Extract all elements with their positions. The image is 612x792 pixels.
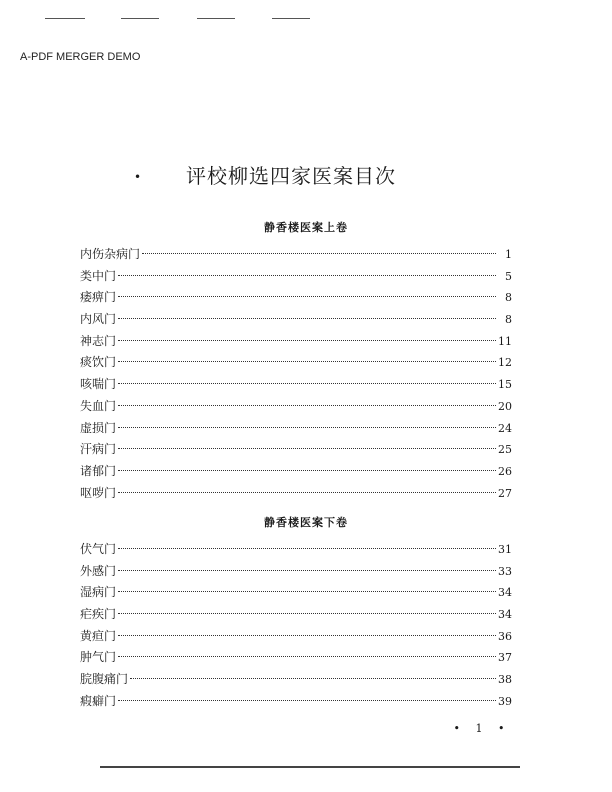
toc-entry — [80, 396, 512, 418]
toc-entry-page: 12 — [498, 356, 512, 370]
watermark: A-PDF MERGER DEMO — [20, 51, 141, 63]
toc-leader-dots — [118, 492, 496, 493]
toc-entry-page: 5 — [505, 269, 512, 283]
section-heading-lower: 静香楼医案下卷 — [264, 516, 348, 529]
toc-entry-label: 瘕癖门 — [80, 693, 117, 708]
toc-entry-page: 33 — [498, 564, 512, 578]
toc-leader-dots — [118, 700, 496, 701]
toc-entry — [80, 266, 512, 288]
toc-entry-page: 8 — [505, 313, 512, 327]
bottom-rule — [100, 766, 520, 768]
toc-entry-label: 神志门 — [80, 333, 117, 348]
toc-leader-dots — [118, 448, 496, 449]
section-heading-upper: 静香楼医案上卷 — [264, 221, 348, 234]
toc-entry — [80, 439, 512, 461]
toc-leader-dots — [118, 340, 496, 341]
top-rule-3 — [197, 18, 235, 19]
toc-upper-volume — [80, 244, 512, 504]
top-rule-2 — [121, 18, 159, 19]
toc-entry — [80, 418, 512, 440]
toc-leader-dots — [118, 656, 496, 657]
toc-entry-page: 11 — [498, 334, 512, 348]
toc-entry-label: 黄疸门 — [80, 628, 117, 643]
toc-entry-page: 1 — [505, 248, 512, 261]
toc-entry — [80, 647, 512, 669]
toc-entry — [80, 483, 512, 505]
toc-entry-page: 15 — [498, 378, 512, 392]
toc-entry — [80, 604, 512, 626]
toc-leader-dots — [118, 570, 496, 571]
toc-entry-page: 38 — [498, 673, 512, 687]
toc-entry — [80, 287, 512, 309]
toc-entry-label: 内伤杂病门 — [80, 247, 141, 261]
toc-entry-page: 39 — [498, 694, 512, 708]
toc-entry-label: 肿气门 — [80, 650, 117, 665]
toc-entry — [80, 331, 512, 353]
toc-entry — [80, 539, 512, 561]
toc-entry-page: 27 — [498, 486, 512, 500]
toc-entry — [80, 374, 512, 396]
toc-entry-label: 湿病门 — [80, 585, 117, 600]
toc-leader-dots — [118, 548, 496, 549]
toc-leader-dots — [118, 635, 496, 636]
toc-leader-dots — [118, 318, 496, 319]
toc-entry-label: 咳喘门 — [80, 377, 117, 392]
toc-entry-label: 外感门 — [80, 563, 117, 578]
toc-leader-dots — [142, 253, 496, 254]
toc-leader-dots — [118, 296, 496, 297]
toc-entry — [80, 691, 512, 713]
toc-entry-label: 伏气门 — [80, 542, 117, 556]
toc-entry-label: 诸郁门 — [80, 463, 117, 478]
toc-entry-page: 26 — [498, 464, 512, 478]
toc-entry-page: 20 — [498, 399, 512, 413]
toc-entry-label: 疟疾门 — [80, 607, 117, 622]
toc-leader-dots — [118, 383, 496, 384]
toc-entry — [80, 669, 512, 691]
toc-leader-dots — [118, 275, 496, 276]
toc-entry-page: 34 — [498, 586, 512, 600]
toc-entry-page: 25 — [498, 443, 512, 457]
toc-entry-page: 8 — [505, 291, 512, 305]
toc-leader-dots — [118, 613, 496, 614]
toc-leader-dots — [118, 361, 496, 362]
top-rule-4 — [272, 18, 310, 19]
toc-leader-dots — [118, 427, 496, 428]
page-title: 评校柳选四家医案目次 — [186, 164, 396, 188]
toc-entry — [80, 561, 512, 583]
toc-entry — [80, 626, 512, 648]
toc-entry — [80, 244, 512, 266]
toc-entry — [80, 309, 512, 331]
toc-entry-page: 36 — [498, 629, 512, 643]
toc-leader-dots — [118, 405, 496, 406]
toc-entry-label: 失血门 — [80, 398, 117, 413]
toc-entry-label: 痿痹门 — [80, 290, 117, 305]
top-rule-1 — [45, 18, 85, 19]
toc-entry — [80, 352, 512, 374]
toc-lower-volume — [80, 539, 512, 713]
toc-entry-page: 34 — [498, 608, 512, 622]
toc-entry-page: 24 — [498, 421, 512, 435]
toc-entry-label: 类中门 — [80, 268, 117, 283]
toc-entry — [80, 461, 512, 483]
toc-entry-label: 呕哕门 — [80, 485, 117, 500]
toc-entry-label: 汗病门 — [80, 442, 117, 457]
toc-entry-label: 内风门 — [80, 312, 117, 327]
toc-entry-page: 31 — [498, 543, 512, 556]
toc-leader-dots — [118, 591, 496, 592]
toc-entry-label: 脘腹痛门 — [80, 672, 129, 687]
toc-leader-dots — [118, 470, 496, 471]
toc-entry-page: 37 — [498, 651, 512, 665]
toc-entry-label: 虚损门 — [80, 420, 117, 435]
title-bullet-icon: • — [134, 170, 142, 184]
page-folio: • 1 • — [453, 722, 511, 735]
toc-entry-label: 痰饮门 — [80, 355, 117, 370]
toc-entry — [80, 582, 512, 604]
toc-leader-dots — [130, 678, 496, 679]
